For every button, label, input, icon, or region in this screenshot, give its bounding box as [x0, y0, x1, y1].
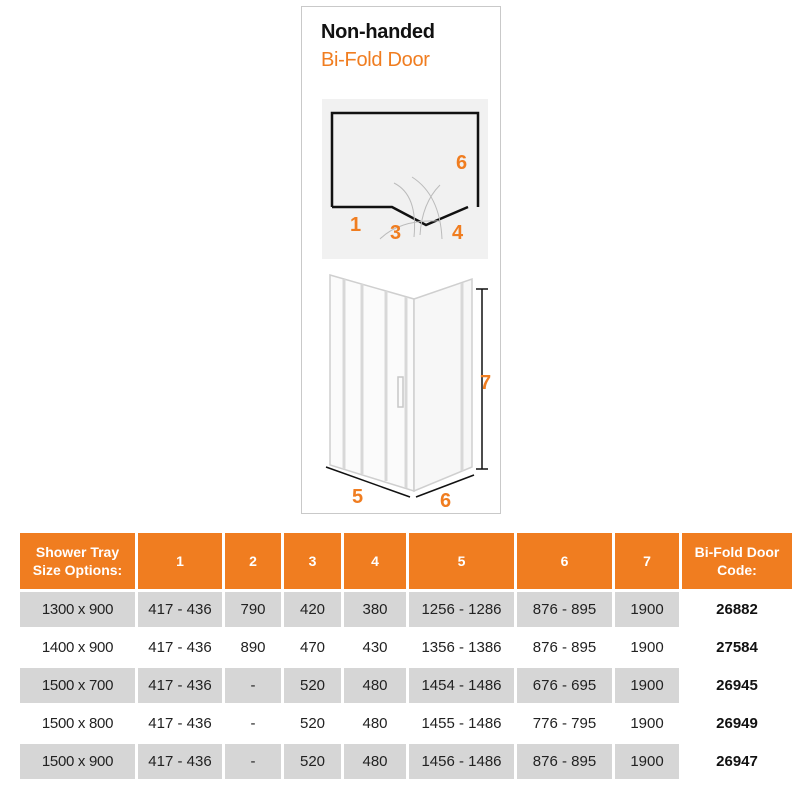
cell-dim-7: 1900: [615, 668, 679, 706]
cell-door-code: 26949: [682, 706, 792, 744]
cell-tray-size: 1500 x 800: [20, 706, 135, 744]
header-dim-1: 1: [138, 533, 222, 592]
cell-door-code: 26947: [682, 744, 792, 782]
cell-dim-5: 1454 - 1486: [409, 668, 514, 706]
plan-label-6: 6: [456, 152, 468, 174]
cell-dim-6: 876 - 895: [517, 744, 612, 782]
plan-label-1: 1: [350, 214, 362, 236]
cell-door-code: 27584: [682, 630, 792, 668]
cell-dim-2: 790: [225, 592, 281, 630]
cell-dim-6: 776 - 795: [517, 706, 612, 744]
cell-dim-4: 480: [344, 744, 406, 782]
cell-dim-1: 417 - 436: [138, 706, 222, 744]
header-dim-4: 4: [344, 533, 406, 592]
cell-dim-3: 420: [284, 592, 341, 630]
header-tray-size: Shower Tray Size Options:: [20, 533, 135, 592]
diagram-panel: [301, 6, 501, 514]
cell-dim-5: 1456 - 1486: [409, 744, 514, 782]
table-row: [20, 706, 792, 744]
header-dim-3: 3: [284, 533, 341, 592]
plan-swing-arc: [412, 177, 442, 239]
header-door-code: Bi-Fold Door Code:: [682, 533, 792, 592]
cell-dim-4: 480: [344, 668, 406, 706]
cell-door-code: 26945: [682, 668, 792, 706]
diagram-subtitle: Bi-Fold Door: [321, 49, 430, 71]
cell-dim-4: 430: [344, 630, 406, 668]
table-row: [20, 668, 792, 706]
cell-dim-6: 876 - 895: [517, 630, 612, 668]
cell-dim-3: 520: [284, 706, 341, 744]
size-options-table: [17, 533, 795, 782]
cell-dim-1: 417 - 436: [138, 744, 222, 782]
table-header-row: [20, 533, 792, 592]
cell-dim-3: 470: [284, 630, 341, 668]
cell-dim-1: 417 - 436: [138, 630, 222, 668]
table-row: [20, 592, 792, 630]
elevation-label-5: 5: [352, 486, 364, 507]
cell-dim-3: 520: [284, 744, 341, 782]
cell-dim-7: 1900: [615, 592, 679, 630]
plan-label-4: 4: [452, 222, 464, 244]
cell-dim-1: 417 - 436: [138, 668, 222, 706]
plan-label-3: 3: [390, 222, 402, 244]
cell-dim-5: 1356 - 1386: [409, 630, 514, 668]
cell-dim-6: 676 - 695: [517, 668, 612, 706]
cell-dim-3: 520: [284, 668, 341, 706]
cell-dim-6: 876 - 895: [517, 592, 612, 630]
elevation-label-6: 6: [440, 490, 452, 507]
cell-dim-7: 1900: [615, 630, 679, 668]
cell-tray-size: 1500 x 900: [20, 744, 135, 782]
elevation-view-diagram: [322, 269, 497, 507]
cell-dim-1: 417 - 436: [138, 592, 222, 630]
elevation-label-7: 7: [480, 372, 492, 394]
table-row: [20, 744, 792, 782]
cell-dim-7: 1900: [615, 744, 679, 782]
cell-dim-2: -: [225, 668, 281, 706]
cell-dim-4: 480: [344, 706, 406, 744]
plan-view-diagram: [322, 99, 488, 259]
diagram-title: Non-handed: [321, 21, 435, 43]
cell-dim-4: 380: [344, 592, 406, 630]
cell-dim-2: -: [225, 744, 281, 782]
header-dim-7: 7: [615, 533, 679, 592]
cell-dim-2: -: [225, 706, 281, 744]
cell-dim-7: 1900: [615, 706, 679, 744]
cell-dim-2: 890: [225, 630, 281, 668]
cell-tray-size: 1500 x 700: [20, 668, 135, 706]
header-dim-5: 5: [409, 533, 514, 592]
cell-door-code: 26882: [682, 592, 792, 630]
cell-dim-5: 1256 - 1286: [409, 592, 514, 630]
header-dim-2: 2: [225, 533, 281, 592]
cell-tray-size: 1400 x 900: [20, 630, 135, 668]
cell-dim-5: 1455 - 1486: [409, 706, 514, 744]
table-row: [20, 630, 792, 668]
header-dim-6: 6: [517, 533, 612, 592]
cell-tray-size: 1300 x 900: [20, 592, 135, 630]
